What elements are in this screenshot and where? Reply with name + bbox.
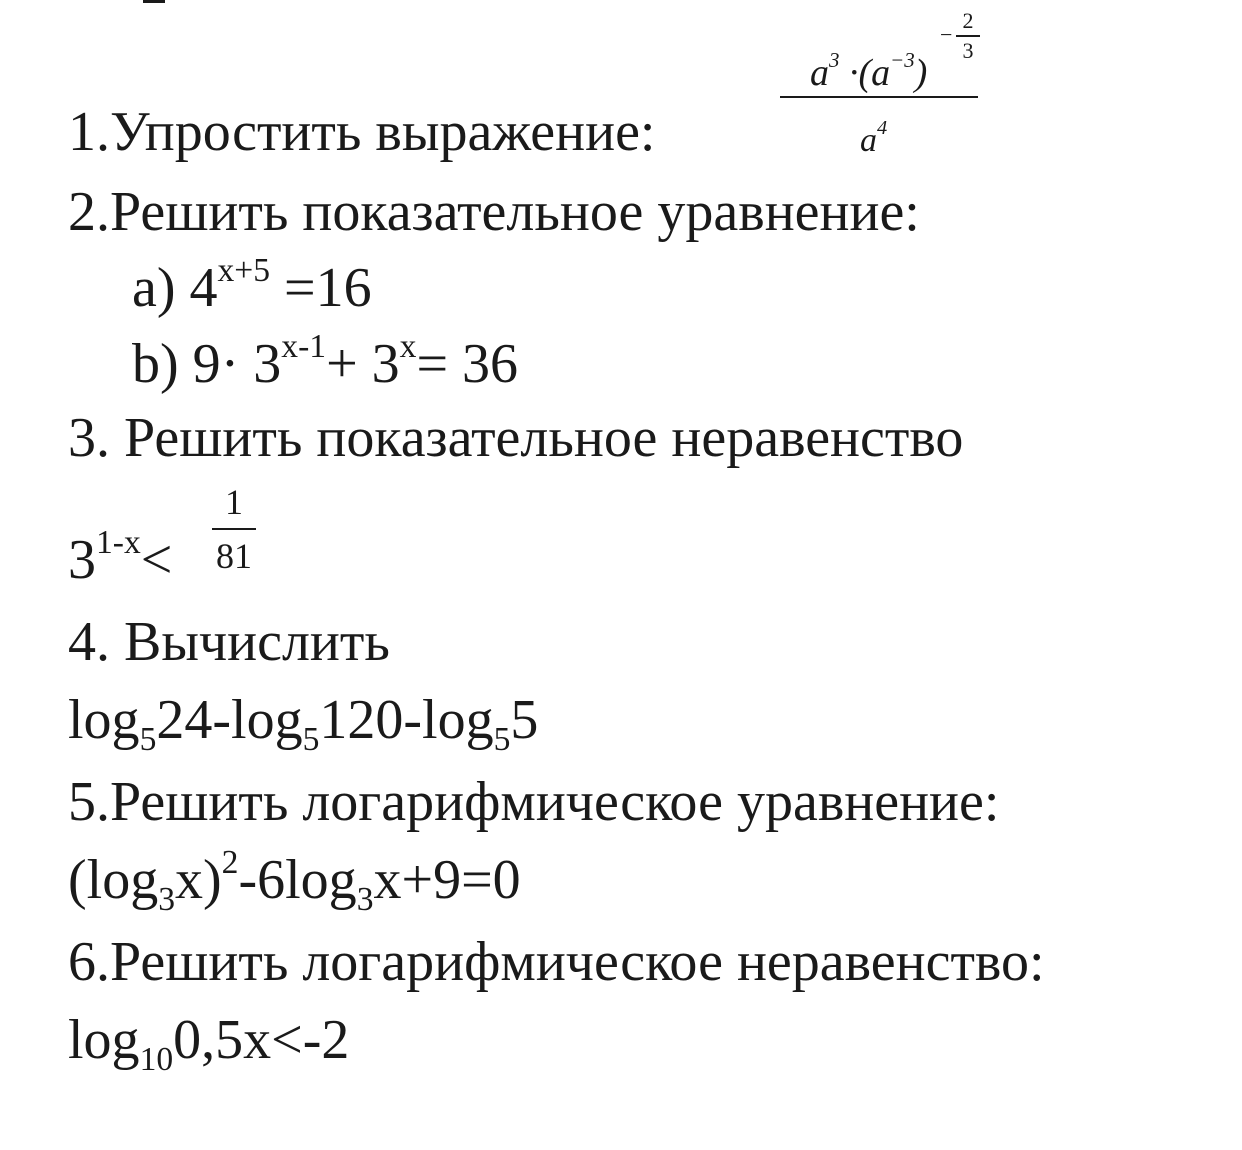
task-5-equation	[68, 843, 521, 918]
task-1-fraction-bar	[780, 96, 978, 98]
task-3-frac-bar	[212, 528, 256, 530]
task-1-numerator	[810, 48, 928, 94]
outer-exp-fraction	[956, 10, 980, 62]
t4-s2: 5	[302, 720, 320, 758]
den-base: a	[860, 122, 877, 159]
outer-exp-num: 2	[962, 8, 974, 33]
task-2a-equation	[132, 251, 372, 319]
outer-exp-bar	[956, 35, 980, 37]
outer-exp-sign: −	[940, 22, 953, 47]
task-1-fraction	[780, 8, 978, 159]
t5-e1: 2	[221, 843, 239, 881]
num-exp: 3	[829, 48, 840, 73]
task-2a-prefix: а) 4	[132, 257, 218, 319]
task-4-expression	[68, 689, 539, 758]
task-2b-prefix: b) 9· 3	[132, 333, 282, 395]
task-3-frac-num: 1	[225, 482, 243, 522]
t6-s1: 10	[139, 1040, 174, 1078]
t5-p1: (log	[68, 849, 159, 911]
num-dot: ·(a	[839, 52, 891, 94]
task-3-op: <	[140, 529, 173, 591]
task-3-base: 3	[68, 529, 96, 591]
t5-s1: 3	[158, 880, 176, 918]
t5-s2: 3	[356, 880, 374, 918]
den-exp: 4	[877, 116, 888, 139]
task-3-inequality	[68, 523, 173, 591]
task-3-fraction	[212, 484, 256, 574]
t4-p4: 5	[510, 689, 539, 751]
close-paren: )	[914, 52, 928, 94]
task-5-label: 5.Решить логарифмическое уравнение:	[68, 771, 1000, 833]
task-3-label: 3. Решить показательное неравенство	[68, 407, 964, 469]
task-2b-equation	[132, 327, 519, 395]
task-2a-suffix: =16	[270, 257, 372, 319]
task-2-label: 2.Решить показательное уравнение:	[68, 181, 920, 243]
task-2a-exp: x+5	[217, 251, 271, 289]
task-4-label: 4. Вычислить	[68, 611, 390, 673]
t4-s1: 5	[139, 720, 157, 758]
task-6-label: 6.Решить логарифмическое неравенство:	[68, 931, 1045, 993]
task-2b-exp1: x-1	[281, 327, 327, 365]
t4-s3: 5	[493, 720, 511, 758]
task-3-exp: 1-x	[96, 523, 141, 561]
task-2b-mid: + 3	[326, 333, 400, 395]
t4-p2: 24-log	[156, 689, 303, 751]
t4-p3: 120-log	[319, 689, 494, 751]
t6-p2: 0,5x<-2	[173, 1009, 350, 1071]
task-1-denominator	[860, 116, 888, 159]
task-1-label: 1.Упростить выражение:	[68, 101, 656, 163]
task-6-inequality	[68, 1009, 350, 1078]
task-2b-exp2: x	[399, 327, 417, 365]
top-edge-mark	[143, 0, 165, 3]
task-3-frac-den: 81	[216, 536, 252, 576]
num-base: a	[810, 52, 829, 94]
t5-p4: x+9=0	[373, 849, 521, 911]
outer-exp-den: 3	[962, 38, 974, 63]
task-2b-suffix: = 36	[416, 333, 519, 395]
inner-exp: −3	[890, 48, 915, 73]
t4-p1: log	[68, 689, 140, 751]
t6-p1: log	[68, 1009, 140, 1071]
t5-p3: -6log	[238, 849, 357, 911]
t5-p2: x)	[175, 849, 222, 911]
